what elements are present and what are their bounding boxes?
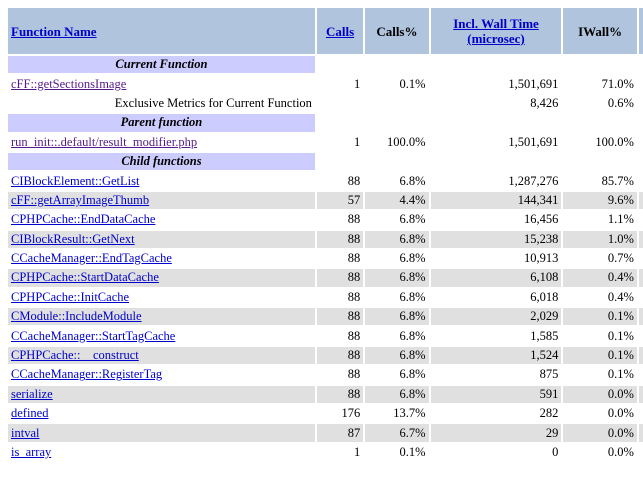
incl-wall-time-cell: 2,029 <box>431 308 562 325</box>
child-function-row[interactable] <box>8 289 643 306</box>
iwall-pct-cell: 0.1% <box>563 327 636 344</box>
calls-pct-cell: 0.1% <box>365 75 428 92</box>
iwall-pct-cell: 0.0% <box>563 386 636 403</box>
child-function-link[interactable]: CCacheManager::StartTagCache <box>11 328 176 343</box>
iwall-pct-cell: 0.4% <box>563 289 636 306</box>
calls-header[interactable] <box>317 8 363 54</box>
iwall-pct-cell: 0.7% <box>563 250 636 267</box>
incl-wall-time-cell: 1,501,691 <box>431 75 562 92</box>
calls-pct-cell: 6.8% <box>365 289 428 306</box>
calls-cell: 1 <box>317 75 363 92</box>
iwall-pct-cell: 0.1% <box>563 347 636 364</box>
calls-cell: 88 <box>317 347 363 364</box>
calls-pct-cell: 6.8% <box>365 172 428 189</box>
incl-wall-time-cell: 15,238 <box>431 231 562 248</box>
incl-wall-time-cell: 282 <box>431 405 562 422</box>
incl-wall-time-cell: 591 <box>431 386 562 403</box>
calls-cell: 88 <box>317 269 363 286</box>
iwall-pct-header: IWall% <box>563 8 636 54</box>
section-header-child <box>8 153 643 170</box>
incl-wall-time-unit: (microsec) <box>467 31 525 46</box>
parent-function-link[interactable]: run_init::.default/result_modifier.php <box>11 134 198 149</box>
calls-cell: 88 <box>317 366 363 383</box>
child-function-link[interactable]: serialize <box>11 386 53 401</box>
incl-wall-time-cell: 6,108 <box>431 269 562 286</box>
calls-cell: 88 <box>317 231 363 248</box>
child-function-row[interactable] <box>8 172 643 189</box>
incl-wall-time-cell: 1,501,691 <box>431 134 562 151</box>
child-function-link[interactable]: intval <box>11 425 40 440</box>
incl-wall-time-cell: 875 <box>431 366 562 383</box>
incl-wall-time-cell: 144,341 <box>431 192 562 209</box>
calls-pct-header: Calls% <box>365 8 428 54</box>
iwall-pct-cell: 71.0% <box>563 75 636 92</box>
profiler-table <box>6 6 643 463</box>
child-function-row[interactable] <box>8 347 643 364</box>
calls-pct-cell: 6.8% <box>365 366 428 383</box>
child-function-row[interactable] <box>8 366 643 383</box>
child-function-row[interactable] <box>8 327 643 344</box>
iwall-pct-cell: 0.0% <box>563 424 636 441</box>
incl-wall-time-label: Incl. Wall Time <box>453 16 539 31</box>
child-function-link[interactable]: CModule::IncludeModule <box>11 309 142 324</box>
calls-pct-cell: 6.8% <box>365 250 428 267</box>
child-function-row[interactable] <box>8 405 643 422</box>
section-title-parent: Parent function <box>8 114 315 131</box>
calls-cell: 1 <box>317 444 363 461</box>
function-name-sort-link[interactable]: Function Name <box>11 23 97 39</box>
header-row <box>8 8 643 54</box>
iwall-pct-cell: 1.0% <box>563 231 636 248</box>
incl-wall-time-cell: 29 <box>431 424 562 441</box>
incl-wall-time-sort-link[interactable] <box>453 16 539 46</box>
calls-pct-cell: 0.1% <box>365 444 428 461</box>
iwall-pct-cell: 1.1% <box>563 211 636 228</box>
iwall-pct-cell: 0.0% <box>563 405 636 422</box>
child-function-link[interactable]: CPHPCache::__construct <box>11 348 139 363</box>
child-function-link[interactable]: cFF::getArrayImageThumb <box>11 192 150 207</box>
exclusive-metrics-row <box>8 95 643 112</box>
iwall-pct-cell: 85.7% <box>563 172 636 189</box>
child-function-link[interactable]: defined <box>11 406 49 421</box>
incl-wall-time-cell: 16,456 <box>431 211 562 228</box>
child-function-link[interactable]: is_array <box>11 445 52 459</box>
incl-wall-time-cell: 1,287,276 <box>431 172 562 189</box>
calls-cell: 88 <box>317 289 363 306</box>
iwall-pct-cell: 0.1% <box>563 366 636 383</box>
incl-wall-time-cell: 0 <box>431 444 562 461</box>
exclusive-metrics-label: Exclusive Metrics for Current Function <box>8 95 315 112</box>
child-function-link[interactable]: CCacheManager::RegisterTag <box>11 367 163 382</box>
child-function-row[interactable] <box>8 211 643 228</box>
header-overflow-cell <box>639 8 643 54</box>
calls-pct-cell: 6.7% <box>365 424 428 441</box>
calls-pct-cell: 6.8% <box>365 308 428 325</box>
child-function-row[interactable] <box>8 308 643 325</box>
calls-pct-cell: 6.8% <box>365 327 428 344</box>
calls-cell: 176 <box>317 405 363 422</box>
profiler-table-body <box>8 56 643 461</box>
child-function-link[interactable]: CCacheManager::EndTagCache <box>11 251 172 266</box>
incl-wall-time-cell: 10,913 <box>431 250 562 267</box>
calls-pct-cell: 6.8% <box>365 347 428 364</box>
calls-pct-cell: 6.8% <box>365 386 428 403</box>
parent-function-row[interactable] <box>8 134 643 151</box>
child-function-row[interactable] <box>8 444 643 461</box>
child-function-row[interactable] <box>8 269 643 286</box>
child-function-row[interactable] <box>8 386 643 403</box>
section-header-current <box>8 56 643 73</box>
child-function-link[interactable]: CIBlockElement::GetList <box>11 173 140 188</box>
calls-cell: 88 <box>317 172 363 189</box>
incl-wall-time-cell: 1,524 <box>431 347 562 364</box>
incl-wall-time-header[interactable] <box>431 8 562 54</box>
current-function-link[interactable]: cFF::getSectionsImage <box>11 76 127 91</box>
function-name-header[interactable] <box>8 8 315 54</box>
iwall-pct-cell: 0.6% <box>563 95 636 112</box>
calls-cell: 88 <box>317 327 363 344</box>
section-title-child: Child functions <box>8 153 315 170</box>
calls-sort-link[interactable]: Calls <box>325 23 355 39</box>
calls-cell: 88 <box>317 386 363 403</box>
calls-cell: 88 <box>317 211 363 228</box>
iwall-pct-cell: 0.1% <box>563 308 636 325</box>
child-function-link[interactable]: CPHPCache::InitCache <box>11 289 130 304</box>
iwall-pct-cell: 0.0% <box>563 444 636 461</box>
child-function-row[interactable] <box>8 424 643 441</box>
calls-pct-cell: 100.0% <box>365 134 428 151</box>
iwall-pct-cell: 100.0% <box>563 134 636 151</box>
section-header-parent <box>8 114 643 131</box>
child-function-row[interactable] <box>8 231 643 248</box>
section-title-current: Current Function <box>8 56 315 73</box>
calls-cell: 88 <box>317 308 363 325</box>
child-function-link[interactable]: CIBlockResult::GetNext <box>11 231 135 246</box>
iwall-pct-cell: 0.4% <box>563 269 636 286</box>
calls-cell: 87 <box>317 424 363 441</box>
incl-wall-time-cell: 6,018 <box>431 289 562 306</box>
calls-pct-cell: 6.8% <box>365 269 428 286</box>
incl-wall-time-cell: 8,426 <box>431 95 562 112</box>
current-function-row[interactable] <box>8 75 643 92</box>
child-function-row[interactable] <box>8 192 643 209</box>
iwall-pct-cell: 9.6% <box>563 192 636 209</box>
incl-wall-time-cell: 1,585 <box>431 327 562 344</box>
calls-cell: 88 <box>317 250 363 267</box>
calls-cell: 57 <box>317 192 363 209</box>
child-function-row[interactable] <box>8 250 643 267</box>
calls-pct-cell: 4.4% <box>365 192 428 209</box>
calls-pct-cell: 6.8% <box>365 211 428 228</box>
calls-pct-cell: 6.8% <box>365 231 428 248</box>
child-function-link[interactable]: CPHPCache::EndDataCache <box>11 212 156 227</box>
calls-cell: 1 <box>317 134 363 151</box>
calls-pct-cell: 13.7% <box>365 405 428 422</box>
child-function-link[interactable]: CPHPCache::StartDataCache <box>11 270 159 285</box>
